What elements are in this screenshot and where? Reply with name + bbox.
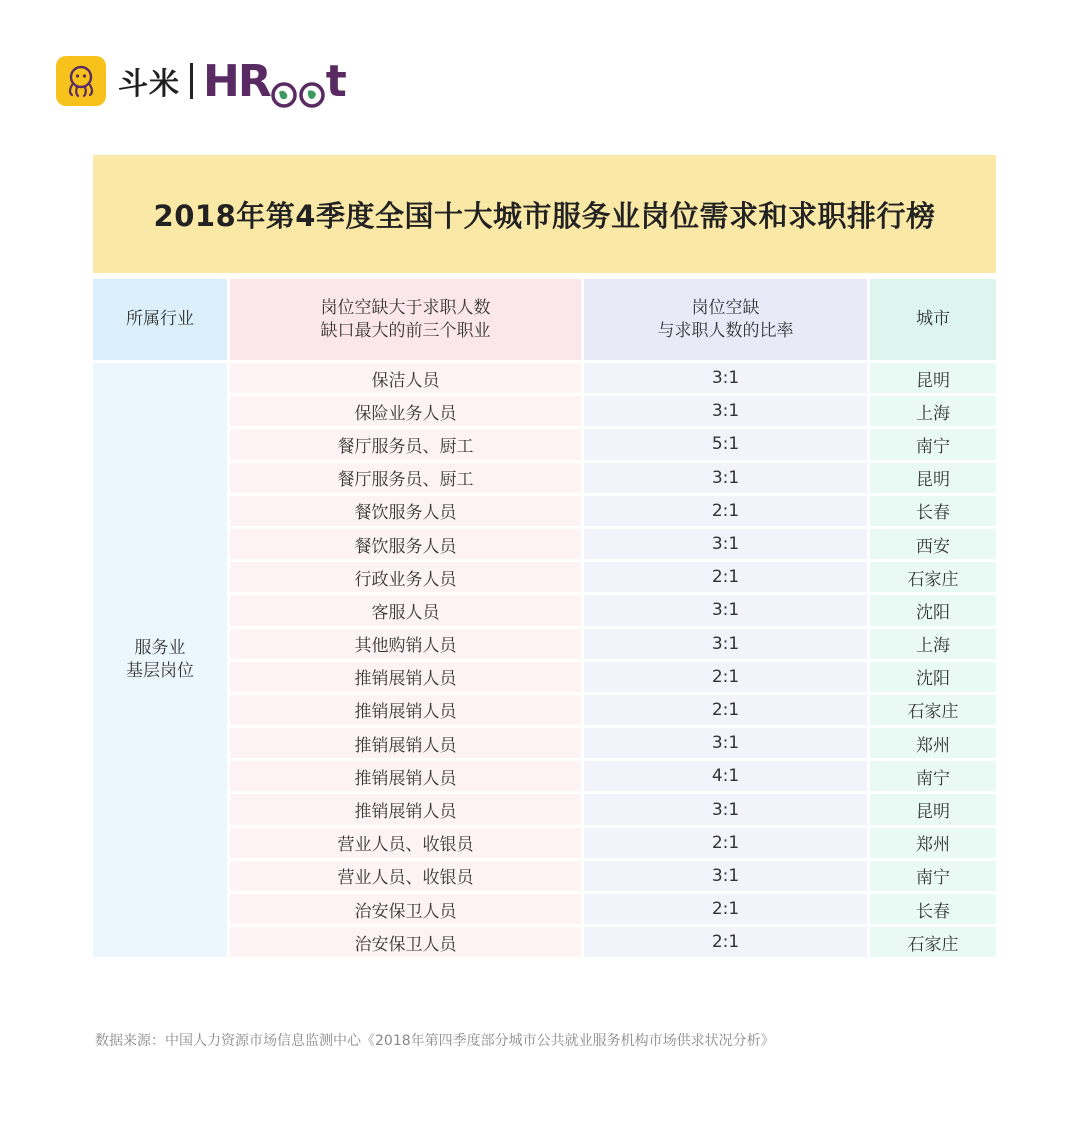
- ratio-cell: 3:1: [584, 529, 867, 559]
- city-cell: 南宁: [870, 429, 996, 459]
- brand-logo: [56, 56, 345, 106]
- ratio-cell: 2:1: [584, 562, 867, 592]
- ratio-cell: 5:1: [584, 429, 867, 459]
- city-cell: 南宁: [870, 761, 996, 791]
- occupation-cell: 餐饮服务人员: [230, 496, 581, 526]
- ratio-cell: 3:1: [584, 861, 867, 891]
- brand-name-cn: 斗米: [118, 67, 180, 102]
- occupation-cell: 治安保卫人员: [230, 927, 581, 957]
- ratio-cell: 2:1: [584, 894, 867, 924]
- occupation-cell: 保险业务人员: [230, 396, 581, 426]
- city-cell: 沈阳: [870, 595, 996, 625]
- city-cell: 西安: [870, 529, 996, 559]
- globe-icon: [299, 68, 325, 94]
- ratio-cell: 3:1: [584, 363, 867, 393]
- ratio-cell: 2:1: [584, 927, 867, 957]
- city-cell: 石家庄: [870, 927, 996, 957]
- city-cell: 上海: [870, 629, 996, 659]
- table-body: [93, 363, 996, 957]
- table-header: [93, 279, 996, 360]
- ratio-cell: 2:1: [584, 662, 867, 692]
- ratio-cell: 3:1: [584, 794, 867, 824]
- city-cell: 长春: [870, 894, 996, 924]
- city-cell: 长春: [870, 496, 996, 526]
- occupation-cell: 餐厅服务员、厨工: [230, 429, 581, 459]
- ratio-cell: 2:1: [584, 828, 867, 858]
- octopus-logo-icon: [56, 56, 106, 106]
- occupation-cell: 保洁人员: [230, 363, 581, 393]
- city-cell: 石家庄: [870, 562, 996, 592]
- brand-divider: [190, 63, 193, 99]
- header-occupation: 岗位空缺大于求职人数 缺口最大的前三个职业: [230, 279, 581, 360]
- occupation-cell: 客服人员: [230, 595, 581, 625]
- ratio-cell: 3:1: [584, 396, 867, 426]
- city-cell: 昆明: [870, 463, 996, 493]
- occupation-cell: 推销展销人员: [230, 695, 581, 725]
- city-cell: 郑州: [870, 728, 996, 758]
- industry-category-cell: 服务业 基层岗位: [93, 363, 227, 957]
- occupation-cell: 推销展销人员: [230, 794, 581, 824]
- ratio-cell: 3:1: [584, 463, 867, 493]
- ratio-cell: 2:1: [584, 695, 867, 725]
- ratio-cell: 3:1: [584, 629, 867, 659]
- occupation-cell: 餐饮服务人员: [230, 529, 581, 559]
- header-ratio: 岗位空缺 与求职人数的比率: [584, 279, 867, 360]
- occupation-cell: 行政业务人员: [230, 562, 581, 592]
- ratio-cell: 2:1: [584, 496, 867, 526]
- ratio-cell: 3:1: [584, 728, 867, 758]
- city-cell: 郑州: [870, 828, 996, 858]
- page-title: 2018年第4季度全国十大城市服务业岗位需求和求职排行榜: [153, 198, 936, 233]
- globe-icon: [271, 68, 297, 94]
- occupation-cell: 营业人员、收银员: [230, 828, 581, 858]
- occupation-cell: 治安保卫人员: [230, 894, 581, 924]
- title-banner: [93, 155, 996, 273]
- city-cell: 上海: [870, 396, 996, 426]
- city-cell: 沈阳: [870, 662, 996, 692]
- ranking-table: [93, 279, 996, 957]
- occupation-cell: 餐厅服务员、厨工: [230, 463, 581, 493]
- occupation-cell: 推销展销人员: [230, 761, 581, 791]
- occupation-cell: 营业人员、收银员: [230, 861, 581, 891]
- header-city: 城市: [870, 279, 996, 360]
- header-industry: 所属行业: [93, 279, 227, 360]
- ratio-column: [584, 363, 867, 957]
- occupation-cell: 推销展销人员: [230, 728, 581, 758]
- city-column: [870, 363, 996, 957]
- ratio-cell: 4:1: [584, 761, 867, 791]
- brand-name-en-prefix: HR: [203, 55, 270, 107]
- city-cell: 南宁: [870, 861, 996, 891]
- brand-name-en-suffix: t: [325, 55, 345, 107]
- city-cell: 昆明: [870, 794, 996, 824]
- city-cell: 昆明: [870, 363, 996, 393]
- ratio-cell: 3:1: [584, 595, 867, 625]
- occupation-cell: 推销展销人员: [230, 662, 581, 692]
- data-source-note: 数据来源：中国人力资源市场信息监测中心《2018年第四季度部分城市公共就业服务机构市场供求状况分析》: [95, 1033, 775, 1049]
- occupation-column: [230, 363, 581, 957]
- occupation-cell: 其他购销人员: [230, 629, 581, 659]
- city-cell: 石家庄: [870, 695, 996, 725]
- brand-name-en: [203, 56, 345, 107]
